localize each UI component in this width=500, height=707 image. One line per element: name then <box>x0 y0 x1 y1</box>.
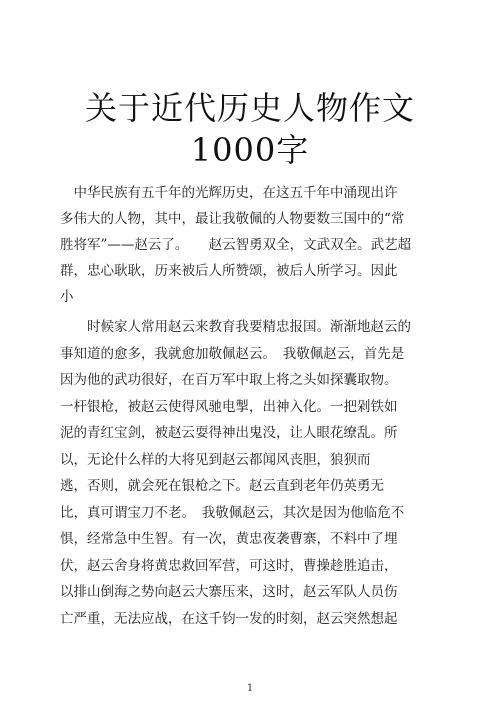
paragraph-2-line: 事知道的愈多，我就愈加敬佩赵云。 我敬佩赵云，首先是 <box>60 345 405 362</box>
paragraph-2-line: 比，真可谓宝刀不老。 我敬佩赵云，其次是因为他临危不 <box>60 504 405 521</box>
paragraph-1-line: 中华民族有五千年的光辉历史，在这五千年中涌现出许 <box>60 185 398 201</box>
document-title-line-1: 关于近代历史人物作文 <box>84 89 415 127</box>
paragraph-2-line: 因为他的武功很好，在百万军中取上将之头如探囊取物。 <box>60 372 398 388</box>
paragraph-2-line: 伏，赵云舍身将黄忠救回军营，可这时，曹操趁胜追击， <box>60 557 398 574</box>
page-number: 1 <box>246 683 254 694</box>
paragraph-1-line: 小 <box>60 289 74 305</box>
paragraph-1-line: 群，忠心耿耿，历来被后人所赞颂，被后人所学习。因此 <box>60 263 398 279</box>
paragraph-1 <box>60 180 430 310</box>
paragraph-2-line: 逃，否则，就会死在银枪之下。赵云直到老年仍英勇无 <box>60 478 384 494</box>
paragraph-1-line: 多伟大的人物，其中，最让我敬佩的人物要数三国中的“常 <box>60 211 405 227</box>
paragraph-2-line: 时候家人常用赵云来教育我要精忠报国。渐渐地赵云的 <box>60 319 411 335</box>
paragraph-2-line: 惧，经常急中生智。有一次，黄忠夜袭曹寨，不料中了埋 <box>60 531 398 547</box>
paragraph-2-line: 以，无论什么样的大将见到赵云都闻风丧胆，狼狈而 <box>60 451 371 468</box>
paragraph-1-line: 胜将军”——赵云了。 赵云智勇双全，文武双全。武艺超 <box>60 237 412 253</box>
paragraph-2-line: 泥的青红宝剑，被赵云耍得神出鬼没，让人眼花缭乱。所 <box>60 425 398 441</box>
paragraph-2 <box>60 314 430 632</box>
document-title-line-2: 1000字 <box>190 131 310 169</box>
paragraph-2-line: 亡严重，无法应战，在这千钧一发的时刻，赵云突然想起 <box>60 610 398 627</box>
paragraph-2-line: 一杆银枪，被赵云使得风驰电掣，出神入化。一把剁铁如 <box>60 398 398 415</box>
paragraph-2-line: 以排山倒海之势向赵云大寨压来，这时，赵云军队人员伤 <box>60 584 398 600</box>
